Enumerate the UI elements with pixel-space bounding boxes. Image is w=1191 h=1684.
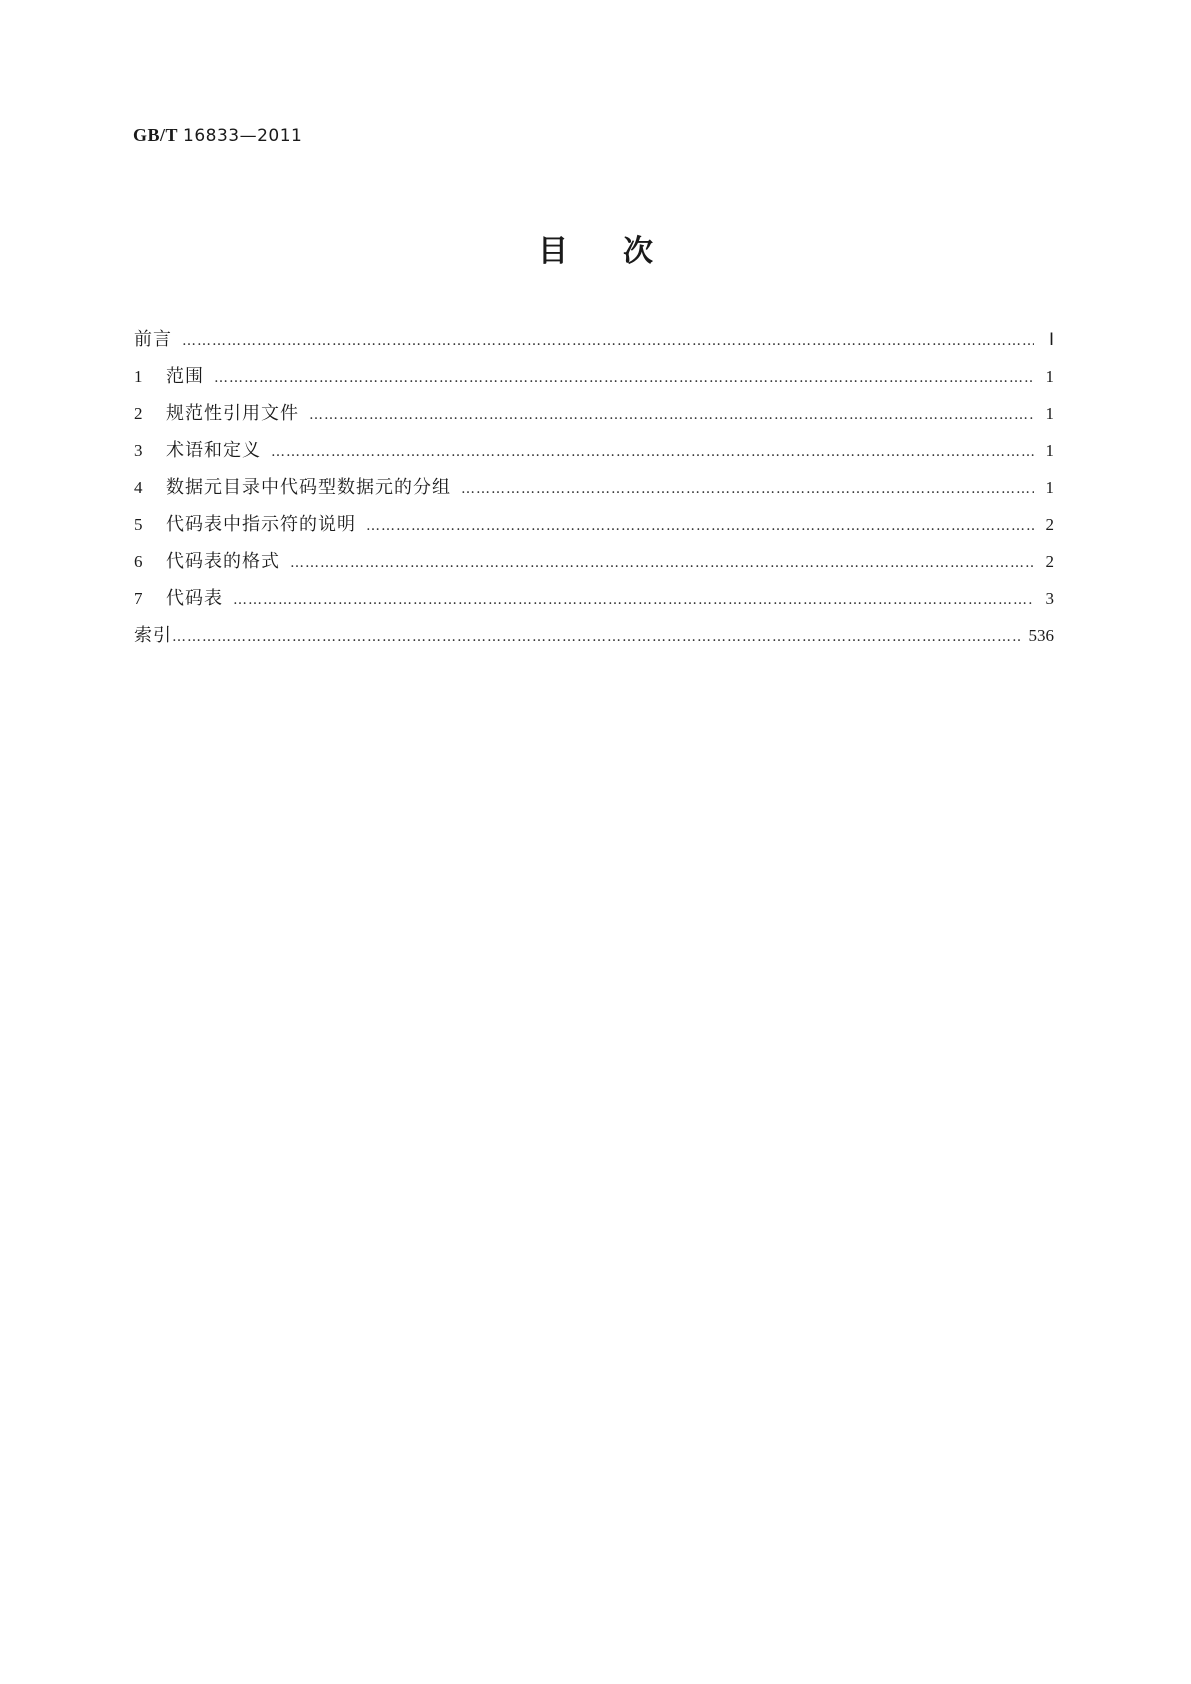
standard-number: 16833—2011: [183, 126, 303, 146]
toc-entry-terms-definitions[interactable]: [134, 436, 1054, 473]
toc-leader-dots: [214, 370, 1034, 386]
toc-entry-number: 2: [134, 404, 143, 423]
toc-entry-page: 2: [1045, 552, 1054, 571]
toc-entry-page: 1: [1045, 404, 1054, 423]
table-of-contents: [134, 325, 1054, 658]
toc-entry-page: 3: [1045, 589, 1054, 608]
toc-entry-label: 术语和定义: [166, 440, 261, 461]
page-title: 目次: [538, 234, 708, 269]
toc-entry-grouping[interactable]: [134, 473, 1054, 510]
toc-leader-dots: [290, 555, 1034, 571]
toc-entry-number: 4: [134, 478, 143, 497]
toc-entry-page: 2: [1045, 515, 1054, 534]
toc-entry-page: 1: [1045, 441, 1054, 460]
toc-entry-label: 索引: [134, 625, 172, 646]
toc-leader-dots: [271, 444, 1034, 460]
toc-entry-label: 数据元目录中代码型数据元的分组: [166, 477, 451, 498]
toc-entry-number: 3: [134, 441, 143, 460]
toc-entry-label: 前言: [134, 329, 172, 350]
toc-entry-number: 7: [134, 589, 143, 608]
toc-entry-page: 1: [1045, 478, 1054, 497]
toc-entry-label: 代码表中指示符的说明: [166, 514, 356, 535]
toc-entry-label: 范围: [166, 366, 204, 387]
toc-leader-dots: [182, 333, 1034, 349]
toc-entry-foreword[interactable]: [134, 325, 1054, 362]
standard-prefix: GB/T: [133, 125, 179, 145]
toc-entry-page: Ⅰ: [1048, 330, 1054, 349]
toc-entry-number: 6: [134, 552, 143, 571]
toc-leader-dots: [172, 629, 1021, 645]
toc-entry-normative-references[interactable]: [134, 399, 1054, 436]
toc-entry-label: 代码表的格式: [166, 551, 280, 572]
standard-code: [133, 125, 302, 146]
toc-leader-dots: [309, 407, 1034, 423]
toc-entry-scope[interactable]: [134, 362, 1054, 399]
toc-entry-index[interactable]: [134, 621, 1054, 658]
toc-entry-number: 5: [134, 515, 143, 534]
toc-entry-number: 1: [134, 367, 143, 386]
toc-entry-page: 1: [1045, 367, 1054, 386]
toc-leader-dots: [233, 592, 1034, 608]
toc-entry-indicators[interactable]: [134, 510, 1054, 547]
toc-entry-code-tables[interactable]: [134, 584, 1054, 621]
toc-entry-label: 规范性引用文件: [166, 403, 299, 424]
toc-entry-page: 536: [1028, 626, 1054, 645]
toc-leader-dots: [461, 481, 1034, 497]
toc-leader-dots: [366, 518, 1034, 534]
toc-entry-format[interactable]: [134, 547, 1054, 584]
toc-entry-label: 代码表: [166, 588, 223, 609]
